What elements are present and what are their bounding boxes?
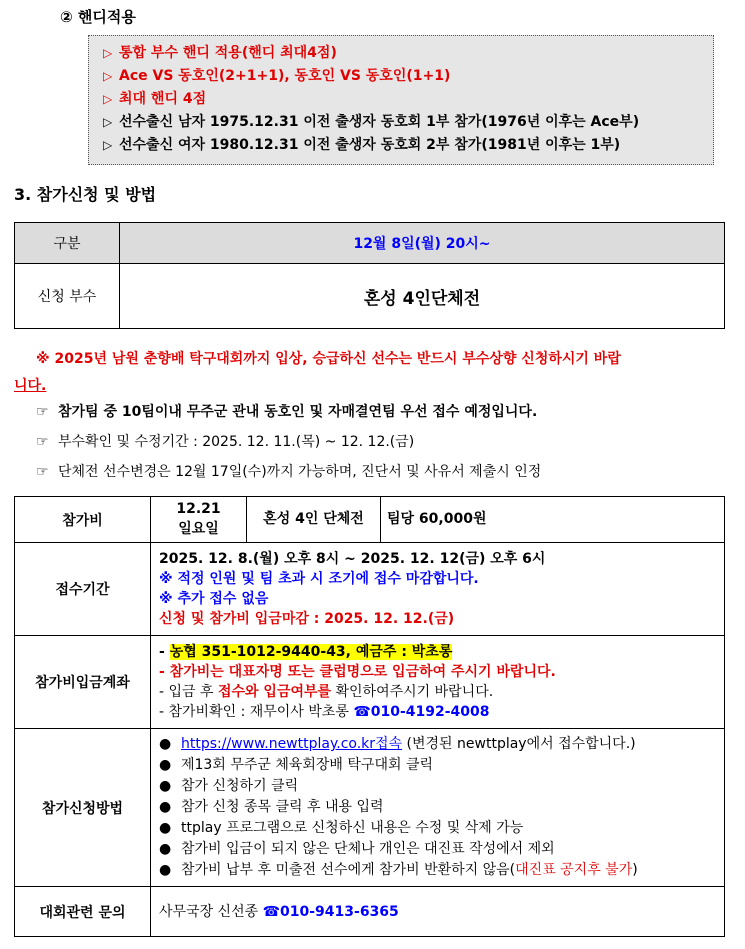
bullet-dot-icon: ●	[159, 799, 172, 815]
contact-cell: 사무국장 신선종 ☎010-9413-6365	[151, 887, 725, 937]
handicap-line: ▷ 선수출신 남자 1975.12.31 이전 출생자 동호회 1부 참가(1976년 이후는 Ace부)	[103, 111, 713, 134]
pointing-hand-icon: ☞	[36, 434, 49, 450]
info-bullet: ☞ 참가팀 중 10팀이내 무주군 관내 동호인 및 자매결연팀 우선 접수 예정입니다.	[36, 404, 538, 420]
bank-account: 농협 351-1012-9440-43, 예금주 : 박초롱	[169, 644, 453, 660]
triangle-bullet-icon: ▷	[103, 69, 113, 83]
account-label: 참가비입금계좌	[15, 636, 151, 729]
registration-info-table	[14, 496, 725, 937]
fee-event: 혼성 4인 단체전	[247, 497, 381, 542]
method-cell: ● https://www.newttplay.co.kr접속 (변경된 newttplay에서 접수합니다.) ● 제13회 무주군 체육회장배 탁구대회 클릭 ● 참가 신청하기 클릭 ● 참가 신청 종목 클릭 후 내용 입력 ● ttplay 프로그램으로 신청하신 내용은 수정 및 삭제 가능 ● 참가비 입금이 되지 않은 단체나 개인은 대진표 작성에서 제외 ● 참가비 납부 후 미출전 선수에게 참가비 반환하지 않음(대진표 공지후 불가)	[151, 729, 725, 887]
fee-cell	[151, 497, 725, 543]
phone-number: ☎010-4192-4008	[353, 704, 490, 720]
handicap-line: ▷ 통합 부수 핸디 적용(핸디 최대4점)	[103, 42, 713, 65]
triangle-bullet-icon: ▷	[103, 46, 113, 60]
table-header-date: 12월 8일(월) 20시~	[120, 223, 725, 264]
triangle-bullet-icon: ▷	[103, 138, 113, 152]
period-cell: 2025. 12. 8.(월) 오후 8시 ~ 2025. 12. 12(금) 오후 6시 ※ 적정 인원 및 팀 초과 시 조기에 접수 마감합니다. ※ 추가 접수 없음 신청 및 참가비 입금마감 : 2025. 12. 12.(금)	[151, 543, 725, 636]
fee-amount: 팀당 60,000원	[387, 511, 487, 527]
table-header-label: 구분	[15, 223, 120, 264]
division-value: 혼성 4인단체전	[120, 264, 725, 329]
registration-link[interactable]: https://www.newttplay.co.kr접속	[181, 736, 403, 752]
bullet-dot-icon: ●	[159, 736, 172, 752]
handicap-line: ▷ 선수출신 여자 1980.12.31 이전 출생자 동호회 2부 참가(1981년 이후는 1부)	[103, 134, 713, 157]
division-table	[14, 222, 725, 329]
contact-phone: ☎010-9413-6365	[262, 903, 399, 920]
handicap-box	[88, 35, 714, 165]
account-cell: - 농협 351-1012-9440-43, 예금주 : 박초롱 - 참가비는 대표자명 또는 클럽명으로 입금하여 주시기 바랍니다. - 입금 후 접수와 입금여부를 확인하여주시기 바랍니다. - 참가비확인 : 재무이사 박초롱 ☎010-4192-4008	[151, 636, 725, 729]
contact-label: 대회관련 문의	[15, 887, 151, 937]
triangle-bullet-icon: ▷	[103, 115, 113, 129]
handicap-title: ② 핸디적용	[60, 8, 136, 26]
bullet-dot-icon: ●	[159, 820, 172, 836]
bullet-dot-icon: ●	[159, 862, 172, 878]
info-bullet: ☞ 단체전 선수변경은 12월 17일(수)까지 가능하며, 진단서 및 사유서 제출시 인정	[36, 464, 542, 480]
period-label: 접수기간	[15, 543, 151, 636]
handicap-line: ▷ 최대 핸디 4점	[103, 88, 713, 111]
bullet-dot-icon: ●	[159, 778, 172, 794]
upgrade-notice: ※ 2025년 남원 춘향배 탁구대회까지 입상, 승급하신 선수는 반드시 부수상향 신청하시기 바랍 니다.	[14, 351, 621, 394]
fee-date: 12.21 일요일	[151, 497, 247, 542]
pointing-hand-icon: ☞	[36, 464, 49, 480]
section-title: 3. 참가신청 및 방법	[14, 185, 157, 204]
method-label: 참가신청방법	[15, 729, 151, 887]
handicap-line: ▷ Ace VS 동호인(2+1+1), 동호인 VS 동호인(1+1)	[103, 65, 713, 88]
division-label: 신청 부수	[15, 264, 120, 329]
triangle-bullet-icon: ▷	[103, 92, 113, 106]
info-bullet: ☞ 부수확인 및 수정기간 : 2025. 12. 11.(목) ~ 12. 12.(금)	[36, 434, 415, 450]
bullet-dot-icon: ●	[159, 757, 172, 773]
pointing-hand-icon: ☞	[36, 404, 49, 420]
bullet-dot-icon: ●	[159, 841, 172, 857]
fee-label: 참가비	[15, 497, 151, 543]
